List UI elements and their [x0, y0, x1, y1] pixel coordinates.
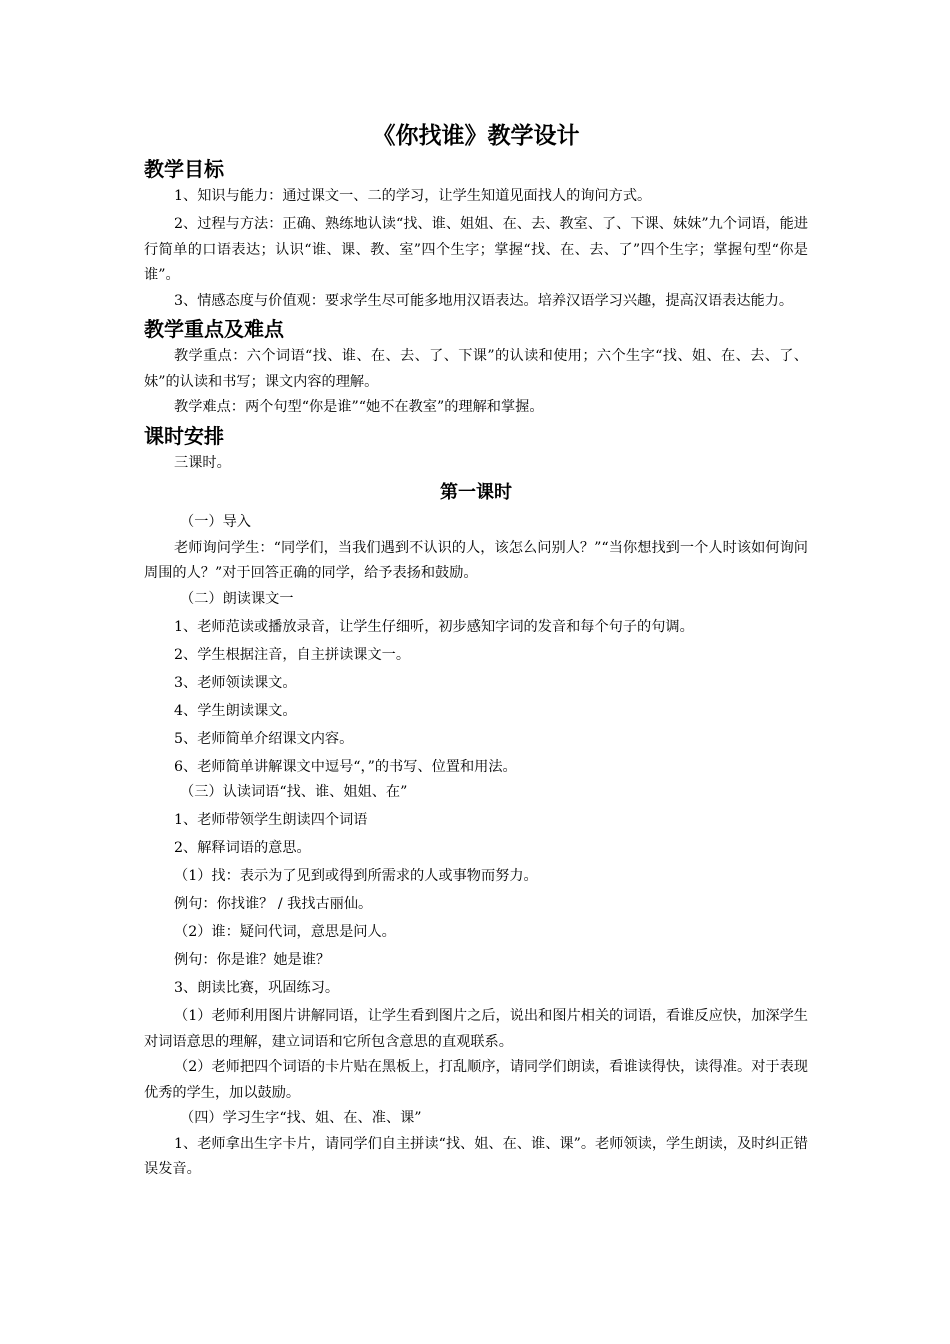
list-item: 2、解释词语的意思。: [174, 840, 311, 856]
lesson-heading: 第一课时: [440, 482, 512, 503]
example-sentence: 例句：你找谁？ / 我找古丽仙。: [174, 896, 373, 912]
paragraph: 三课时。: [174, 454, 231, 471]
list-item: 2、学生根据注音，自主拼读课文一。: [174, 646, 411, 663]
list-item: 1、老师拿出生字卡片，请同学们自主拼读“找、姐、在、谁、课”。老师领读，学生朗读，及时纠正错误发音。: [144, 1135, 808, 1177]
paragraph: 教学重点：六个词语“找、谁、在、去、了、下课”的认读和使用；六个生字“找、姐、在、去、了、妹”的认读和书写；课文内容的理解。: [144, 348, 808, 390]
subsection-heading: （四）学习生字“找、姐、在、准、课”: [180, 1110, 422, 1126]
document-body: [144, 118, 808, 1183]
list-item: 1、老师范读或播放录音，让学生仔细听，初步感知字词的发音和每个句子的句调。: [174, 618, 694, 635]
section-heading-key-points: 教学重点及难点: [144, 317, 284, 341]
list-item: 6、老师简单讲解课文中逗号“，”的书写、位置和用法。: [174, 758, 517, 775]
subsection-heading: （三）认读词语“找、谁、姐姐、在”: [180, 784, 408, 800]
example-sentence: 例句：你是谁？她是谁？: [174, 952, 331, 968]
list-item: 5、老师简单介绍课文内容。: [174, 730, 354, 747]
section-heading-schedule: 课时安排: [144, 423, 224, 448]
section-heading-objectives: 教学目标: [144, 157, 224, 181]
document-title: 《你找谁》教学设计: [372, 123, 580, 149]
list-item: 3、朗读比赛，巩固练习。: [174, 980, 340, 996]
paragraph: 3、情感态度与价值观：要求学生尽可能多地用汉语表达。培养汉语学习兴趣，提高汉语表达能力。: [174, 292, 794, 309]
paragraph: 教学难点：两个句型“你是谁”“她不在教室”的理解和掌握。: [174, 399, 544, 415]
paragraph: 1、知识与能力：通过课文一、二的学习，让学生知道见面找人的询问方式。: [174, 188, 652, 204]
list-item: （1）找：表示为了见到或得到所需求的人或事物而努力。: [174, 868, 538, 884]
subsection-heading: （一）导入: [180, 514, 251, 530]
list-item: （1）老师利用图片讲解同语，让学生看到图片之后，说出和图片相关的词语，看谁反应快，加深学生对词语意思的理解，建立词语和它所包含意思的直观联系。: [144, 1008, 808, 1050]
list-item: （2）老师把四个词语的卡片贴在黑板上，打乱顺序，请同学们朗读，看谁读得快，读得准。对于表现优秀的学生，加以鼓励。: [144, 1059, 808, 1101]
list-item: 4、学生朗读课文。: [174, 702, 297, 719]
list-item: 1、老师带领学生朗读四个词语: [174, 812, 368, 828]
subsection-heading: （二）朗读课文一: [180, 590, 294, 607]
paragraph: 2、过程与方法：正确、熟练地认读“找、谁、姐姐、在、去、教室、了、下课、妹妹”九个词语，能进行简单的口语表达；认识“谁、课、教、室”四个生字；掌握“找、在、去、了”四个生字；掌握句型“你是谁”。: [144, 216, 808, 283]
list-item: （2）谁：疑问代词，意思是问人。: [174, 924, 396, 940]
list-item: 3、老师领读课文。: [174, 674, 297, 691]
paragraph: 老师询问学生：“同学们，当我们遇到不认识的人，该怎么问别人？”“当你想找到一个人时该如何询问周围的人？”对于回答正确的同学，给予表扬和鼓励。: [144, 539, 808, 581]
